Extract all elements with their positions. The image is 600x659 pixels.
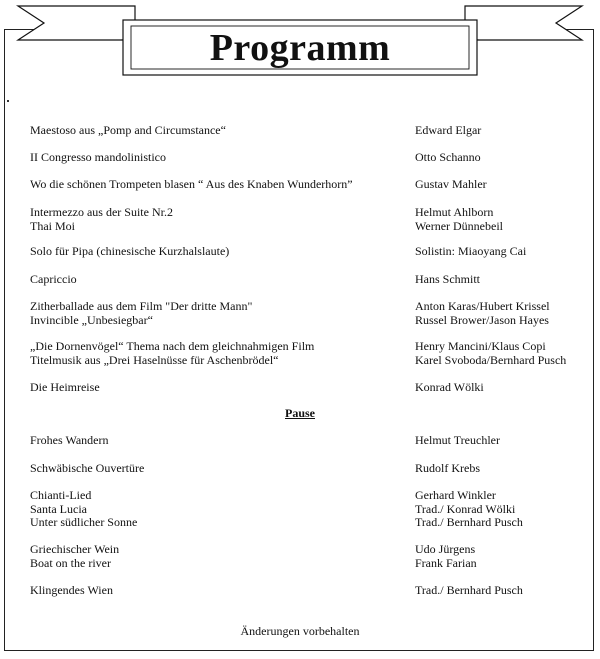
piece-title: „Die Dornenvögel“ Thema nach dem gleichnahmigen Film [30,339,315,353]
composer-name: Gustav Mahler [415,177,487,191]
piece-title: Klingendes Wien [30,583,113,597]
piece-title: Unter südlicher Sonne [30,515,138,529]
speck [7,100,9,102]
composer-name: Otto Schanno [415,150,481,164]
piece-title: Frohes Wandern [30,433,109,447]
composer-name: Karel Svoboda/Bernhard Pusch [415,352,567,367]
composer-name: Rudolf Krebs [415,461,480,475]
page-title: Programm [209,27,391,69]
piece-title: Die Heimreise [30,380,100,394]
piece-title: Boat on the river [30,555,111,570]
composer-name: Trad./ Bernhard Pusch [415,583,523,597]
pause-heading: Pause [285,406,315,420]
composer-name: Hans Schmitt [415,272,480,286]
piece-title: II Congresso mandolinistico [30,150,166,164]
composer-name: Konrad Wölki [415,380,484,394]
composer-name: Russel Brower/Jason Hayes [415,312,549,327]
piece-title: Schwäbische Ouvertüre [30,461,145,475]
composer-name: Solistin: Miaoyang Cai [415,244,527,258]
piece-title: Santa Lucia [30,501,87,516]
composer-name: Anton Karas/Hubert Krissel [415,299,550,313]
piece-title: Zitherballade aus dem Film "Der dritte Mann" [30,299,253,313]
composer-name: Trad./ Konrad Wölki [415,501,516,516]
piece-title: Invincible „Unbesiegbar“ [30,312,153,327]
composer-name: Udo Jürgens [415,542,476,556]
piece-title: Wo die schönen Trompeten blasen “ Aus des Knaben Wunderhorn” [30,177,353,191]
composer-name: Edward Elgar [415,123,482,137]
composer-name: Trad./ Bernhard Pusch [415,515,523,529]
composer-name: Henry Mancini/Klaus Copi [415,339,546,353]
piece-title: Maestoso aus „Pomp and Circumstance“ [30,123,226,137]
composer-name: Gerhard Winkler [415,488,496,502]
composer-name: Frank Farian [415,555,477,570]
composer-name: Helmut Ahlborn [415,205,494,219]
piece-title: Chianti-Lied [30,488,92,502]
piece-title: Griechischer Wein [30,542,120,556]
composer-name: Werner Dünnebeil [415,218,503,233]
composer-name: Helmut Treuchler [415,433,500,447]
piece-title: Titelmusik aus „Drei Haselnüsse für Aschenbrödel“ [30,352,279,367]
piece-title: Solo für Pipa (chinesische Kurzhalslaute) [30,244,230,258]
piece-title: Intermezzo aus der Suite Nr.2 [30,205,173,219]
piece-title: Capriccio [30,272,77,286]
piece-title: Thai Moi [30,218,75,233]
changes-reserved-note: Änderungen vorbehalten [240,624,360,638]
